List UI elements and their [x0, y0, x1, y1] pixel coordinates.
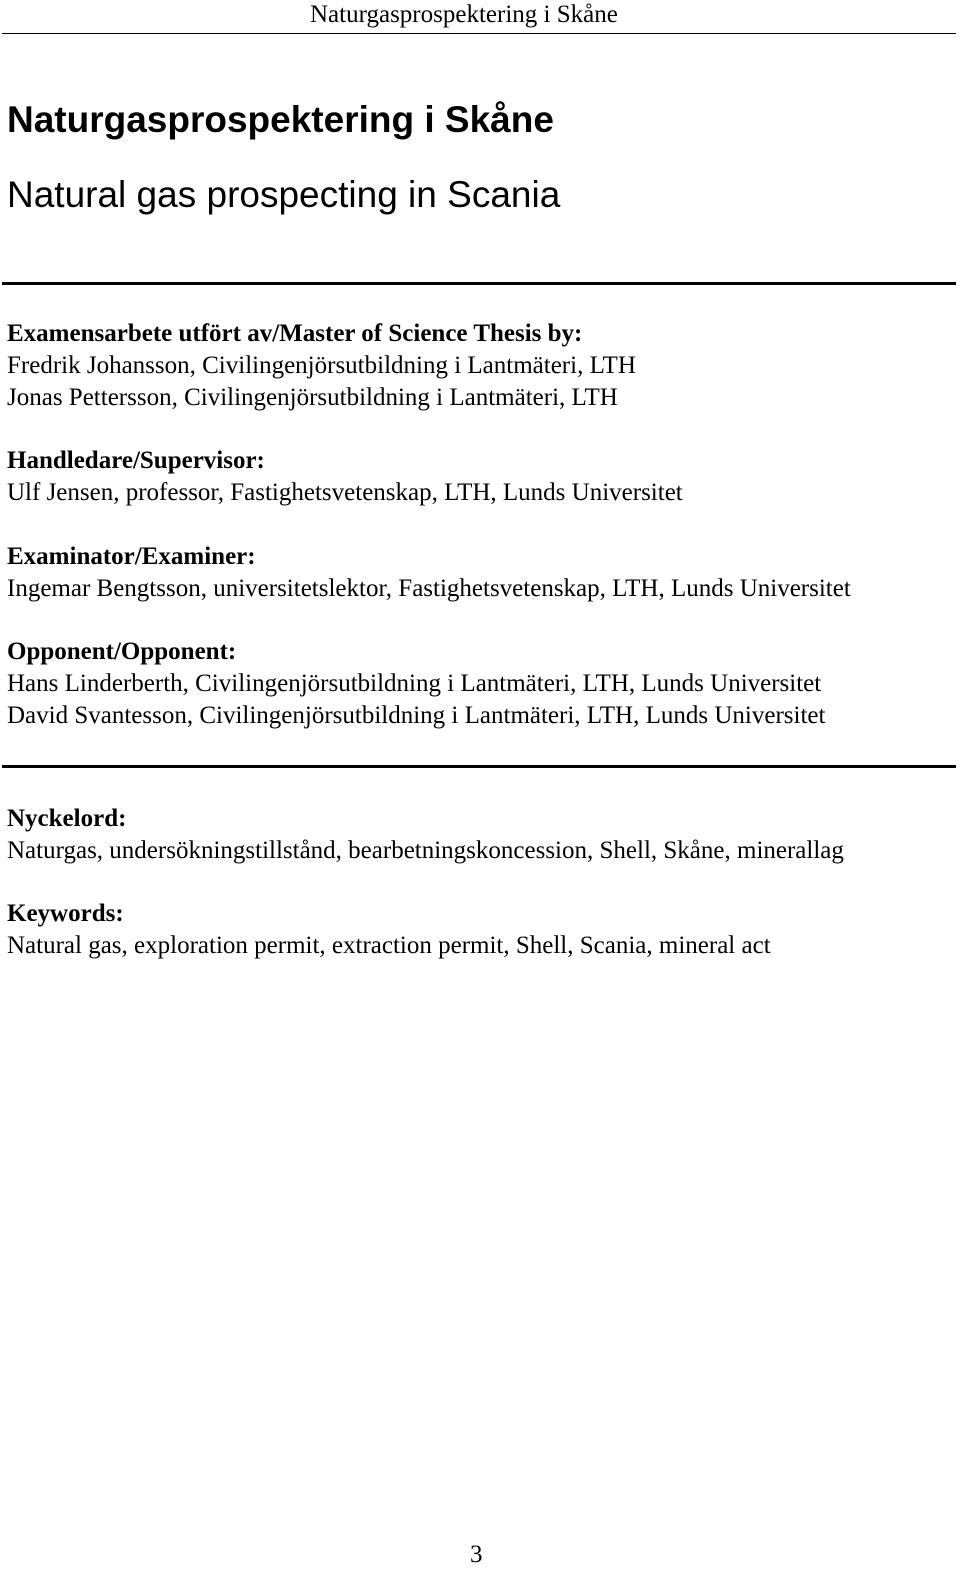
author-line: Jonas Pettersson, Civilingenjörsutbildning i Lantmäteri, LTH — [7, 384, 618, 411]
opponent-label: Opponent/Opponent: — [7, 638, 237, 665]
examiner-line: Ingemar Bengtsson, universitetslektor, Fastighetsvetenskap, LTH, Lunds Universitet — [7, 575, 851, 602]
supervisor-line: Ulf Jensen, professor, Fastighetsvetenskap, LTH, Lunds Universitet — [7, 479, 683, 506]
header-divider — [2, 33, 956, 34]
keywords-label: Keywords: — [7, 900, 124, 927]
supervisor-label: Handledare/Supervisor: — [7, 447, 265, 474]
page-number: 3 — [470, 1541, 483, 1568]
authors-section — [7, 318, 636, 414]
title-swedish: Naturgasprospektering i Skåne — [7, 99, 554, 140]
keywords-section — [7, 898, 771, 962]
author-line: Fredrik Johansson, Civilingenjörsutbildning i Lantmäteri, LTH — [7, 352, 636, 379]
supervisor-section — [7, 445, 683, 509]
opponent-line: Hans Linderberth, Civilingenjörsutbildning i Lantmäteri, LTH, Lunds Universitet — [7, 670, 822, 697]
opponent-line: David Svantesson, Civilingenjörsutbildning i Lantmäteri, LTH, Lunds Universitet — [7, 702, 826, 729]
running-header: Naturgasprospektering i Skåne — [310, 1, 618, 28]
section-divider-top — [2, 282, 956, 285]
section-divider-bottom — [2, 765, 956, 768]
authors-label: Examensarbete utfört av/Master of Science Thesis by: — [7, 320, 583, 347]
examiner-label: Examinator/Examiner: — [7, 543, 256, 570]
opponent-section — [7, 636, 825, 732]
examiner-section — [7, 541, 851, 605]
title-english: Natural gas prospecting in Scania — [7, 174, 561, 215]
nyckelord-label: Nyckelord: — [7, 805, 127, 832]
keywords-line: Natural gas, exploration permit, extraction permit, Shell, Scania, mineral act — [7, 932, 771, 959]
nyckelord-section — [7, 803, 844, 867]
nyckelord-line: Naturgas, undersökningstillstånd, bearbetningskoncession, Shell, Skåne, minerallag — [7, 837, 844, 864]
